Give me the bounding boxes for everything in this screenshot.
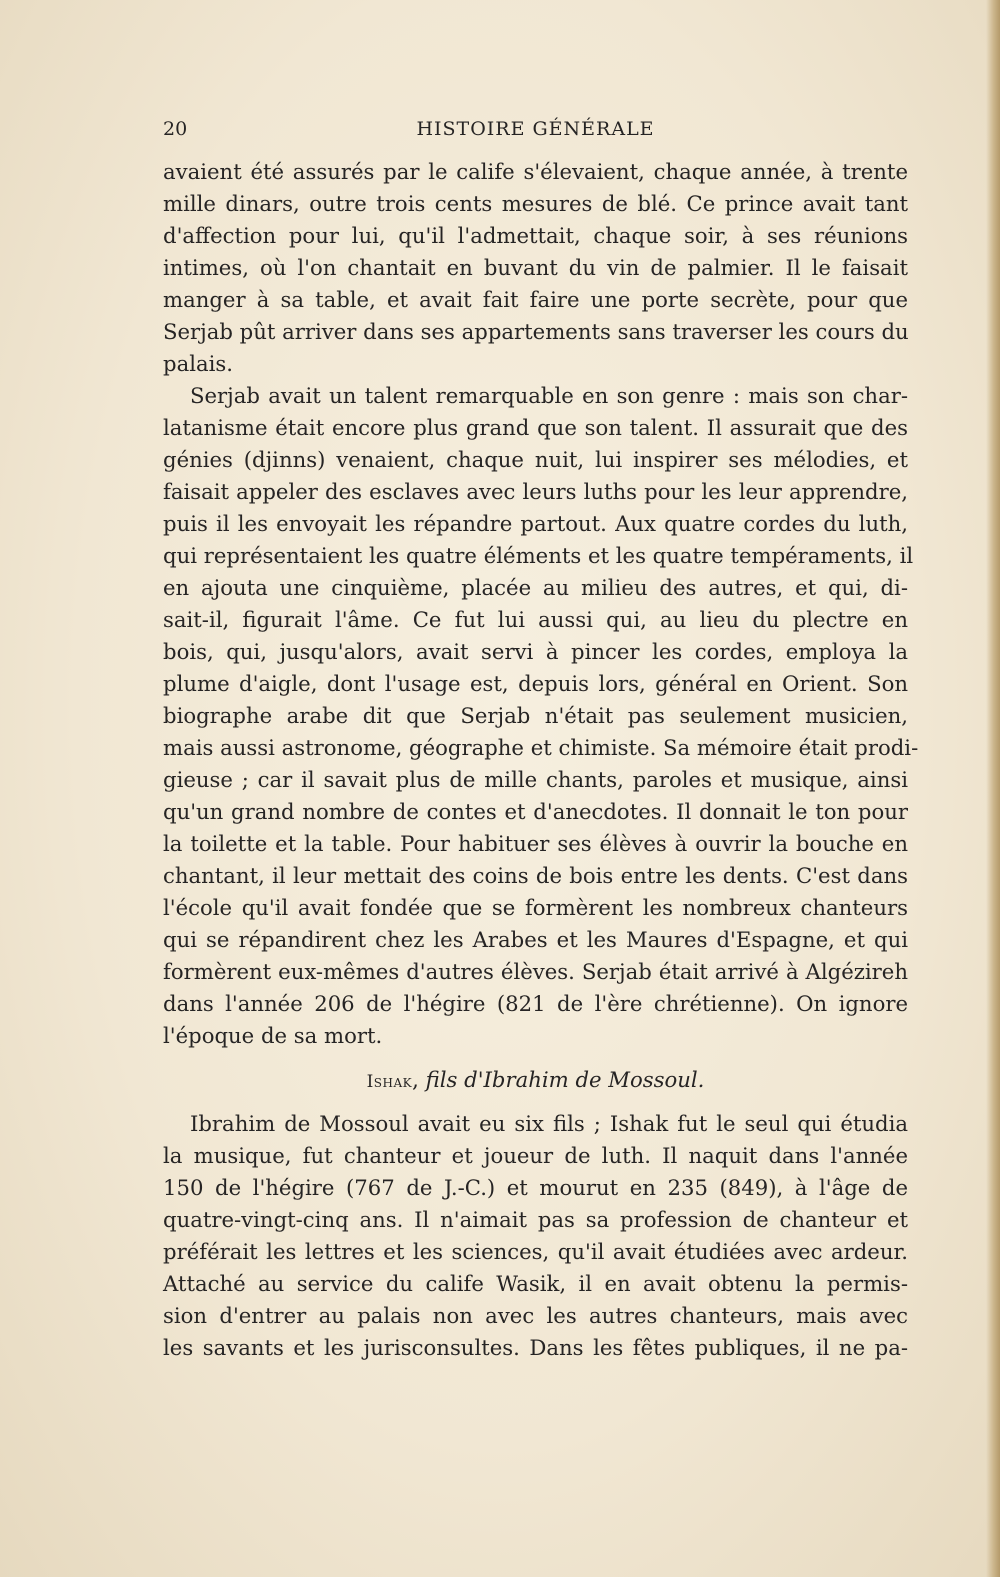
text-line: qui représentaient les quatre éléments et les quatre tempéraments, il [163, 543, 914, 568]
text-line: Serjab pût arriver dans ses appartements sans traverser les cours du [163, 319, 909, 344]
page-edge [986, 0, 1000, 1577]
text-line: génies (djinns) venaient, chaque nuit, lui inspirer ses mélodies, et [163, 447, 908, 472]
text-line: palais. [163, 351, 233, 376]
text-line: quatre-vingt-cinq ans. Il n'aimait pas sa profession de chanteur et [163, 1207, 908, 1232]
text-line: les savants et les jurisconsultes. Dans les fêtes publiques, il ne pa- [163, 1335, 908, 1360]
text-line: latanisme était encore plus grand que son talent. Il assurait que des [163, 415, 908, 440]
text-line: plume d'aigle, dont l'usage est, depuis lors, général en Orient. Son [163, 671, 908, 696]
text-line: puis il les envoyait les répandre partout. Aux quatre cordes du luth, [163, 511, 908, 536]
text-line: dans l'année 206 de l'hégire (821 de l'ère chrétienne). On ignore [163, 991, 908, 1016]
text-line: en ajouta une cinquième, placée au milieu des autres, et qui, di- [163, 575, 908, 600]
text-line: d'affection pour lui, qu'il l'admettait, chaque soir, à ses réunions [163, 223, 908, 248]
text-line: biographe arabe dit que Serjab n'était pas seulement musicien, [163, 703, 908, 728]
text-line: bois, qui, jusqu'alors, avait servi à pincer les cordes, employa la [163, 639, 908, 664]
text-line: Ibrahim de Mossoul avait eu six fils ; Ishak fut le seul qui étudia [190, 1111, 908, 1136]
text-line: intimes, où l'on chantait en buvant du vin de palmier. Il le faisait [163, 255, 908, 280]
page-header [163, 118, 908, 148]
section-heading: Ishak, fils d'Ibrahim de Mossoul. [366, 1067, 705, 1092]
text-line: sion d'entrer au palais non avec les autres chanteurs, mais avec [163, 1303, 908, 1328]
text-line: l'époque de sa mort. [163, 1023, 383, 1048]
page-number: 20 [163, 118, 188, 140]
section-subtitle: fils d'Ibrahim de Mossoul. [425, 1067, 705, 1092]
running-title: HISTOIRE GÉNÉRALE [416, 118, 655, 140]
text-line: la musique, fut chanteur et joueur de luth. Il naquit dans l'année [163, 1143, 908, 1168]
text-line: avaient été assurés par le calife s'élevaient, chaque année, à trente [163, 159, 908, 184]
text-line: l'école qu'il avait fondée que se formèrent les nombreux chanteurs [163, 895, 908, 920]
text-line: chantant, il leur mettait des coins de bois entre les dents. C'est dans [163, 863, 908, 888]
text-line: mais aussi astronome, géographe et chimiste. Sa mémoire était prodi- [163, 735, 919, 760]
text-line: gieuse ; car il savait plus de mille chants, paroles et musique, ainsi [163, 767, 908, 792]
text-line: Attaché au service du calife Wasik, il en avait obtenu la permis- [163, 1271, 908, 1296]
text-line: formèrent eux-mêmes d'autres élèves. Serjab était arrivé à Algézireh [163, 959, 908, 984]
text-line: la toilette et la table. Pour habituer ses élèves à ouvrir la bouche en [163, 831, 908, 856]
text-line: mille dinars, outre trois cents mesures de blé. Ce prince avait tant [163, 191, 908, 216]
text-line: faisait appeler des esclaves avec leurs luths pour les leur apprendre, [163, 479, 908, 504]
text-line: qu'un grand nombre de contes et d'anecdotes. Il donnait le ton pour [163, 799, 908, 824]
text-line: manger à sa table, et avait fait faire une porte secrète, pour que [163, 287, 908, 312]
text-line: Serjab avait un talent remarquable en son genre : mais son char- [190, 383, 908, 408]
section-name: Ishak [366, 1072, 413, 1092]
text-line: qui se répandirent chez les Arabes et les Maures d'Espagne, et qui [163, 927, 908, 952]
text-line: sait-il, figurait l'âme. Ce fut lui aussi qui, au lieu du plectre en [163, 607, 908, 632]
text-line: 150 de l'hégire (767 de J.-C.) et mourut en 235 (849), à l'âge de [163, 1175, 908, 1200]
text-line: préférait les lettres et les sciences, qu'il avait étudiées avec ardeur. [163, 1239, 908, 1264]
